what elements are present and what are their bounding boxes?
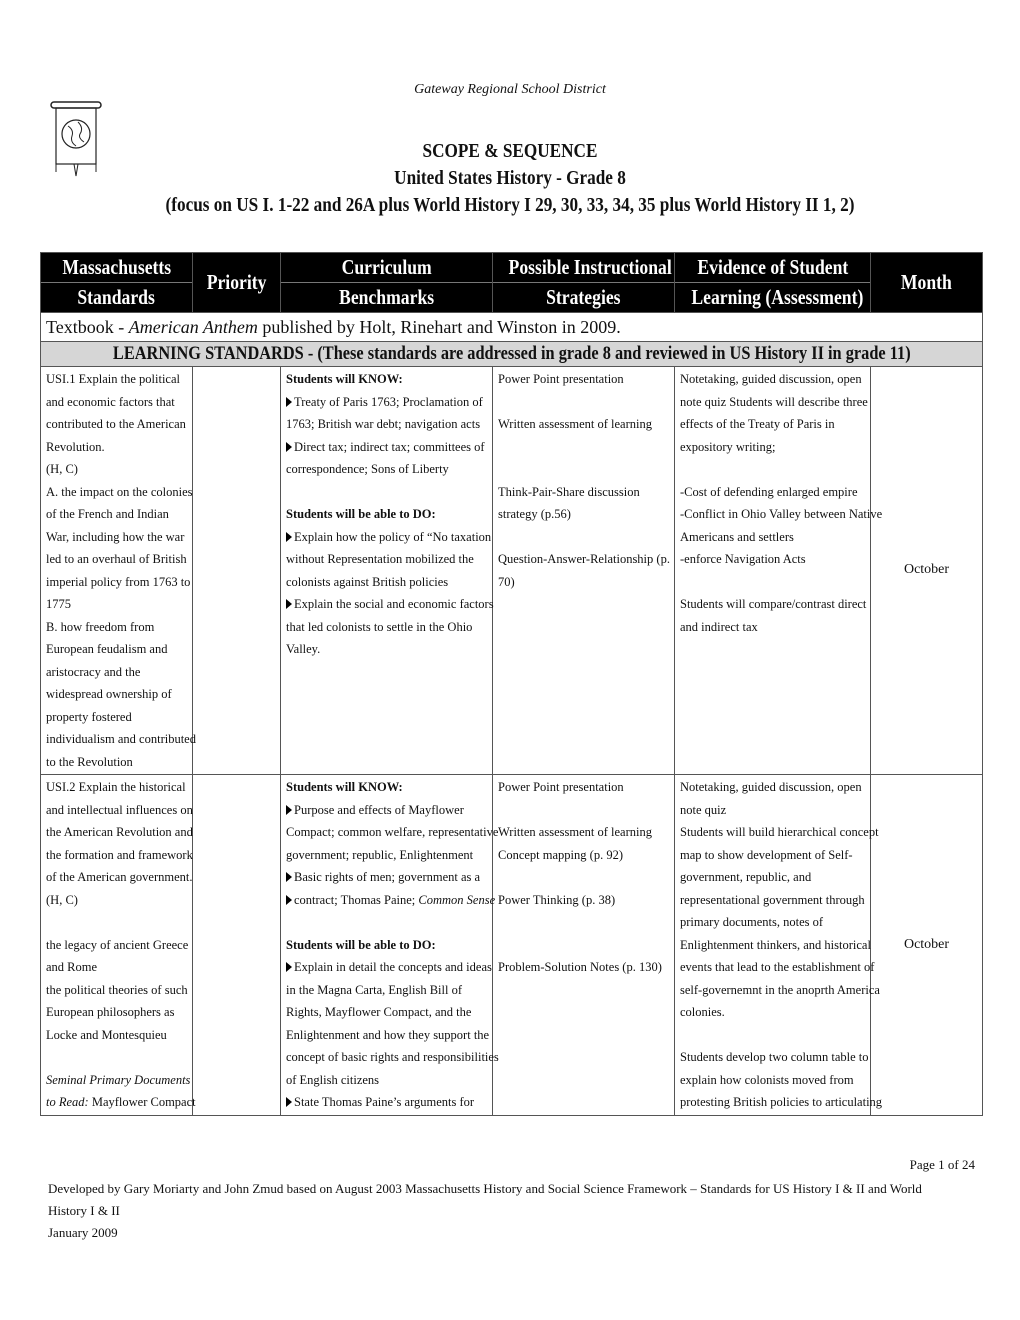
benchmark-line: Treaty of Paris 1763; Proclamation of xyxy=(286,391,487,414)
evidence-cell xyxy=(675,367,883,775)
table-row xyxy=(41,775,983,1116)
benchmark-line: Purpose and effects of Mayflower xyxy=(286,799,487,822)
header-priority: Priority xyxy=(193,253,281,313)
text-line: to the Revolution xyxy=(46,754,133,769)
text-line: primary documents, notes of xyxy=(680,915,824,929)
text-line: European philosophers as xyxy=(46,1005,175,1019)
text-line: -Conflict in Ohio Valley between Native xyxy=(680,507,883,521)
text-line xyxy=(498,436,669,459)
learning-standards-cell: LEARNING STANDARDS - (These standards are addressed in grade 8 and reviewed in US History II in grade 11) xyxy=(41,342,983,367)
text-line xyxy=(680,1024,865,1047)
bullet-arrow-icon xyxy=(286,962,292,972)
text-line xyxy=(46,911,187,934)
benchmark-line: Rights, Mayflower Compact, and the xyxy=(286,1005,472,1019)
district-name: Gateway Regional School District xyxy=(414,82,606,97)
text-line: note quiz xyxy=(680,802,727,817)
text-line: and indirect tax xyxy=(680,619,758,634)
text-line: Revolution. xyxy=(46,439,105,454)
header-month: Month xyxy=(871,253,983,313)
text-line: Think-Pair-Share discussion xyxy=(498,484,640,499)
text-line: (H, C) xyxy=(46,892,78,907)
strategies-cell xyxy=(493,775,675,1116)
header-standards: Massachusetts Standards xyxy=(41,253,193,313)
text-line: Americans and settlers xyxy=(680,529,794,544)
benchmark-line: correspondence; Sons of Liberty xyxy=(286,462,449,476)
text-line: property fostered xyxy=(46,709,132,724)
header-strategies: Possible Instructional Strategies xyxy=(493,253,675,313)
text-line: USI.2 Explain the historical xyxy=(46,780,186,794)
benchmark-line: Basic rights of men; government as a xyxy=(286,866,487,889)
evidence-cell xyxy=(675,775,883,1116)
text-line: led to an overhaul of British xyxy=(46,552,187,566)
text-line: Students will build hierarchical concept xyxy=(680,825,879,839)
text-line: A. the impact on the colonies xyxy=(46,484,193,499)
text-line: map to show development of Self- xyxy=(680,847,853,862)
text-line: and economic factors that xyxy=(46,394,175,409)
text-line: self-governemnt in the anoprth America xyxy=(680,982,880,997)
standards-cell: USI.2 Explain the historical and intellectual influences on the American Revolution and the formation and framework of the American government. (H, C) the legacy of ancient Greece and Rome the political theories of such European philosophers as Locke and Montesquieu Seminal Primary Documents to Read: Mayflower Compact xyxy=(41,775,193,1116)
document-title xyxy=(71,138,948,219)
benchmark-line: colonists against British policies xyxy=(286,574,449,589)
text-line xyxy=(680,571,865,594)
table-header-row xyxy=(41,253,983,313)
learning-standards-row xyxy=(41,342,983,367)
bullet-arrow-icon xyxy=(286,442,292,452)
text-line: the formation and framework xyxy=(46,847,193,862)
text-line: Notetaking, guided discussion, open xyxy=(680,372,862,386)
text-line: 70) xyxy=(498,574,515,589)
benchmark-line: Direct tax; indirect tax; committees of xyxy=(286,436,487,459)
footer xyxy=(48,1178,948,1244)
text-line: representational government through xyxy=(680,892,865,907)
text-line: strategy (p.56) xyxy=(498,507,571,521)
text-line: 1775 xyxy=(46,597,71,611)
text-line: Enlightenment thinkers, and historical xyxy=(680,937,871,952)
bullet-arrow-icon xyxy=(286,599,292,609)
text-line: B. how freedom from xyxy=(46,619,155,634)
header-benchmarks: Curriculum Benchmarks xyxy=(281,253,493,313)
benchmark-line: State Thomas Paine’s arguments for xyxy=(286,1091,487,1114)
text-line: Written assessment of learning xyxy=(498,825,652,839)
text-line: USI.1 Explain the political xyxy=(46,372,181,386)
benchmark-line: concept of basic rights and responsibilities xyxy=(286,1050,499,1064)
text-line xyxy=(498,391,669,414)
bullet-arrow-icon xyxy=(286,805,292,815)
text-line: Students will compare/contrast direct xyxy=(680,597,867,611)
text-line: and Rome xyxy=(46,960,98,974)
text-line: government, republic, and xyxy=(680,870,812,884)
benchmark-line: Explain in detail the concepts and ideas xyxy=(286,956,487,979)
text-line: and intellectual influences on xyxy=(46,802,193,817)
textbook-cell: Textbook - American Anthem published by Holt, Rinehart and Winston in 2009. xyxy=(41,313,983,342)
text-line xyxy=(498,934,669,957)
benchmark-line: government; republic, Enlightenment xyxy=(286,847,474,862)
text-line: Power Thinking (p. 38) xyxy=(498,892,616,907)
textbook-row xyxy=(41,313,983,342)
text-line xyxy=(680,458,865,481)
text-line: -Cost of defending enlarged empire xyxy=(680,484,858,499)
footer-date: January 2009 xyxy=(48,1225,118,1240)
text-line: Question-Answer-Relationship (p. xyxy=(498,552,670,566)
benchmark-line: of English citizens xyxy=(286,1072,380,1087)
priority-cell xyxy=(193,367,281,775)
text-line: colonies. xyxy=(680,1005,725,1019)
month-cell: October xyxy=(871,775,983,1116)
text-line: Problem-Solution Notes (p. 130) xyxy=(498,960,662,974)
bullet-arrow-icon xyxy=(286,397,292,407)
benchmark-line: Explain the social and economic factors xyxy=(286,593,487,616)
standards-cell xyxy=(41,367,196,775)
benchmark-line: Valley. xyxy=(286,642,321,656)
page-number: Page 1 of 24 xyxy=(909,1157,975,1172)
text-line: European feudalism and xyxy=(46,642,168,656)
benchmark-line: Explain how the policy of “No taxation xyxy=(286,526,487,549)
text-line: events that lead to the establishment of xyxy=(680,960,875,974)
benchmarks-cell: Students will KNOW: Treaty of Paris 1763; Proclamation of 1763; British war debt; navigation acts Direct tax; indirect tax; committees of correspondence; Sons of Liberty Students will be able to DO: Explain how the policy of “No taxation without Representation mobilized the colonists against British policies Explain the social and economic factors that led colonists to settle in the Ohio Valley. xyxy=(281,367,493,775)
text-line: -enforce Navigation Acts xyxy=(680,552,806,566)
text-line: War, including how the war xyxy=(46,529,185,544)
text-line: contributed to the American xyxy=(46,417,186,431)
benchmarks-cell: Students will KNOW: Purpose and effects of Mayflower Compact; common welfare, representative government; republic, Enlightenment Basic rights of men; government as a contract; Thomas Paine; Common Sense Students will be able to DO: Explain in detail the concepts and ideas in the Magna Carta, English Bill of Rights, Mayflower Compact, and the Enlightenment and how they support the concept of basic rights and responsibilities of English citizens State Thomas Paine’s arguments for xyxy=(281,775,493,1116)
text-line xyxy=(46,1046,187,1069)
benchmark-line: Compact; common welfare, representative xyxy=(286,825,499,839)
strategies-cell xyxy=(493,367,675,775)
benchmark-line: contract; Thomas Paine; Common Sense xyxy=(286,889,487,912)
text-line: protesting British policies to articulating xyxy=(680,1095,883,1109)
text-line xyxy=(498,799,669,822)
text-line: (H, C) xyxy=(46,462,78,476)
text-line: the political theories of such xyxy=(46,982,188,997)
title-line-3: (focus on US I. 1-22 and 26A plus World History I 29, 30, 33, 34, 35 plus World History II 1, 2) xyxy=(165,194,855,216)
text-line xyxy=(498,911,669,934)
text-line: Locke and Montesquieu xyxy=(46,1027,167,1042)
benchmark-line: 1763; British war debt; navigation acts xyxy=(286,417,481,431)
benchmark-line: Enlightenment and how they support the xyxy=(286,1027,490,1042)
title-line-1: SCOPE & SEQUENCE xyxy=(422,140,598,162)
text-line: note quiz Students will describe three xyxy=(680,394,868,409)
text-line: Power Point presentation xyxy=(498,780,624,794)
footer-credit: Developed by Gary Moriarty and John Zmud based on August 2003 Massachusetts History and Social Science Framework – Standards for US History I & II and World History I & II xyxy=(48,1181,922,1218)
text-line: explain how colonists moved from xyxy=(680,1072,854,1087)
text-line: Written assessment of learning xyxy=(498,417,652,431)
text-line xyxy=(498,458,669,481)
text-line: aristocracy and the xyxy=(46,664,141,679)
table-row xyxy=(41,367,983,775)
text-line: of the American government. xyxy=(46,870,193,884)
text-line: the American Revolution and xyxy=(46,825,193,839)
header-evidence: Evidence of Student Learning (Assessment) xyxy=(675,253,871,313)
bullet-arrow-icon xyxy=(286,895,292,905)
text-line: Notetaking, guided discussion, open xyxy=(680,780,862,794)
bullet-arrow-icon xyxy=(286,532,292,542)
bullet-arrow-icon xyxy=(286,1097,292,1107)
benchmark-line: without Representation mobilized the xyxy=(286,552,474,566)
priority-cell xyxy=(193,775,281,1116)
month-cell: October xyxy=(871,367,983,775)
text-line: Students develop two column table to xyxy=(680,1050,869,1064)
bullet-arrow-icon xyxy=(286,872,292,882)
text-line: expository writing; xyxy=(680,439,776,454)
text-line: effects of the Treaty of Paris in xyxy=(680,417,835,431)
scope-sequence-table xyxy=(40,252,983,1116)
benchmark-line: in the Magna Carta, English Bill of xyxy=(286,982,463,997)
benchmark-line: that led colonists to settle in the Ohio xyxy=(286,619,473,634)
text-line: widespread ownership of xyxy=(46,687,172,701)
text-line: Concept mapping (p. 92) xyxy=(498,847,623,862)
text-line: Power Point presentation xyxy=(498,372,624,386)
text-line xyxy=(498,526,669,549)
text-line: imperial policy from 1763 to xyxy=(46,574,191,589)
title-line-2: United States History - Grade 8 xyxy=(394,167,626,189)
text-line xyxy=(498,866,669,889)
text-line: the legacy of ancient Greece xyxy=(46,937,189,952)
text-line: of the French and Indian xyxy=(46,507,169,521)
text-line: individualism and contributed xyxy=(46,732,196,746)
